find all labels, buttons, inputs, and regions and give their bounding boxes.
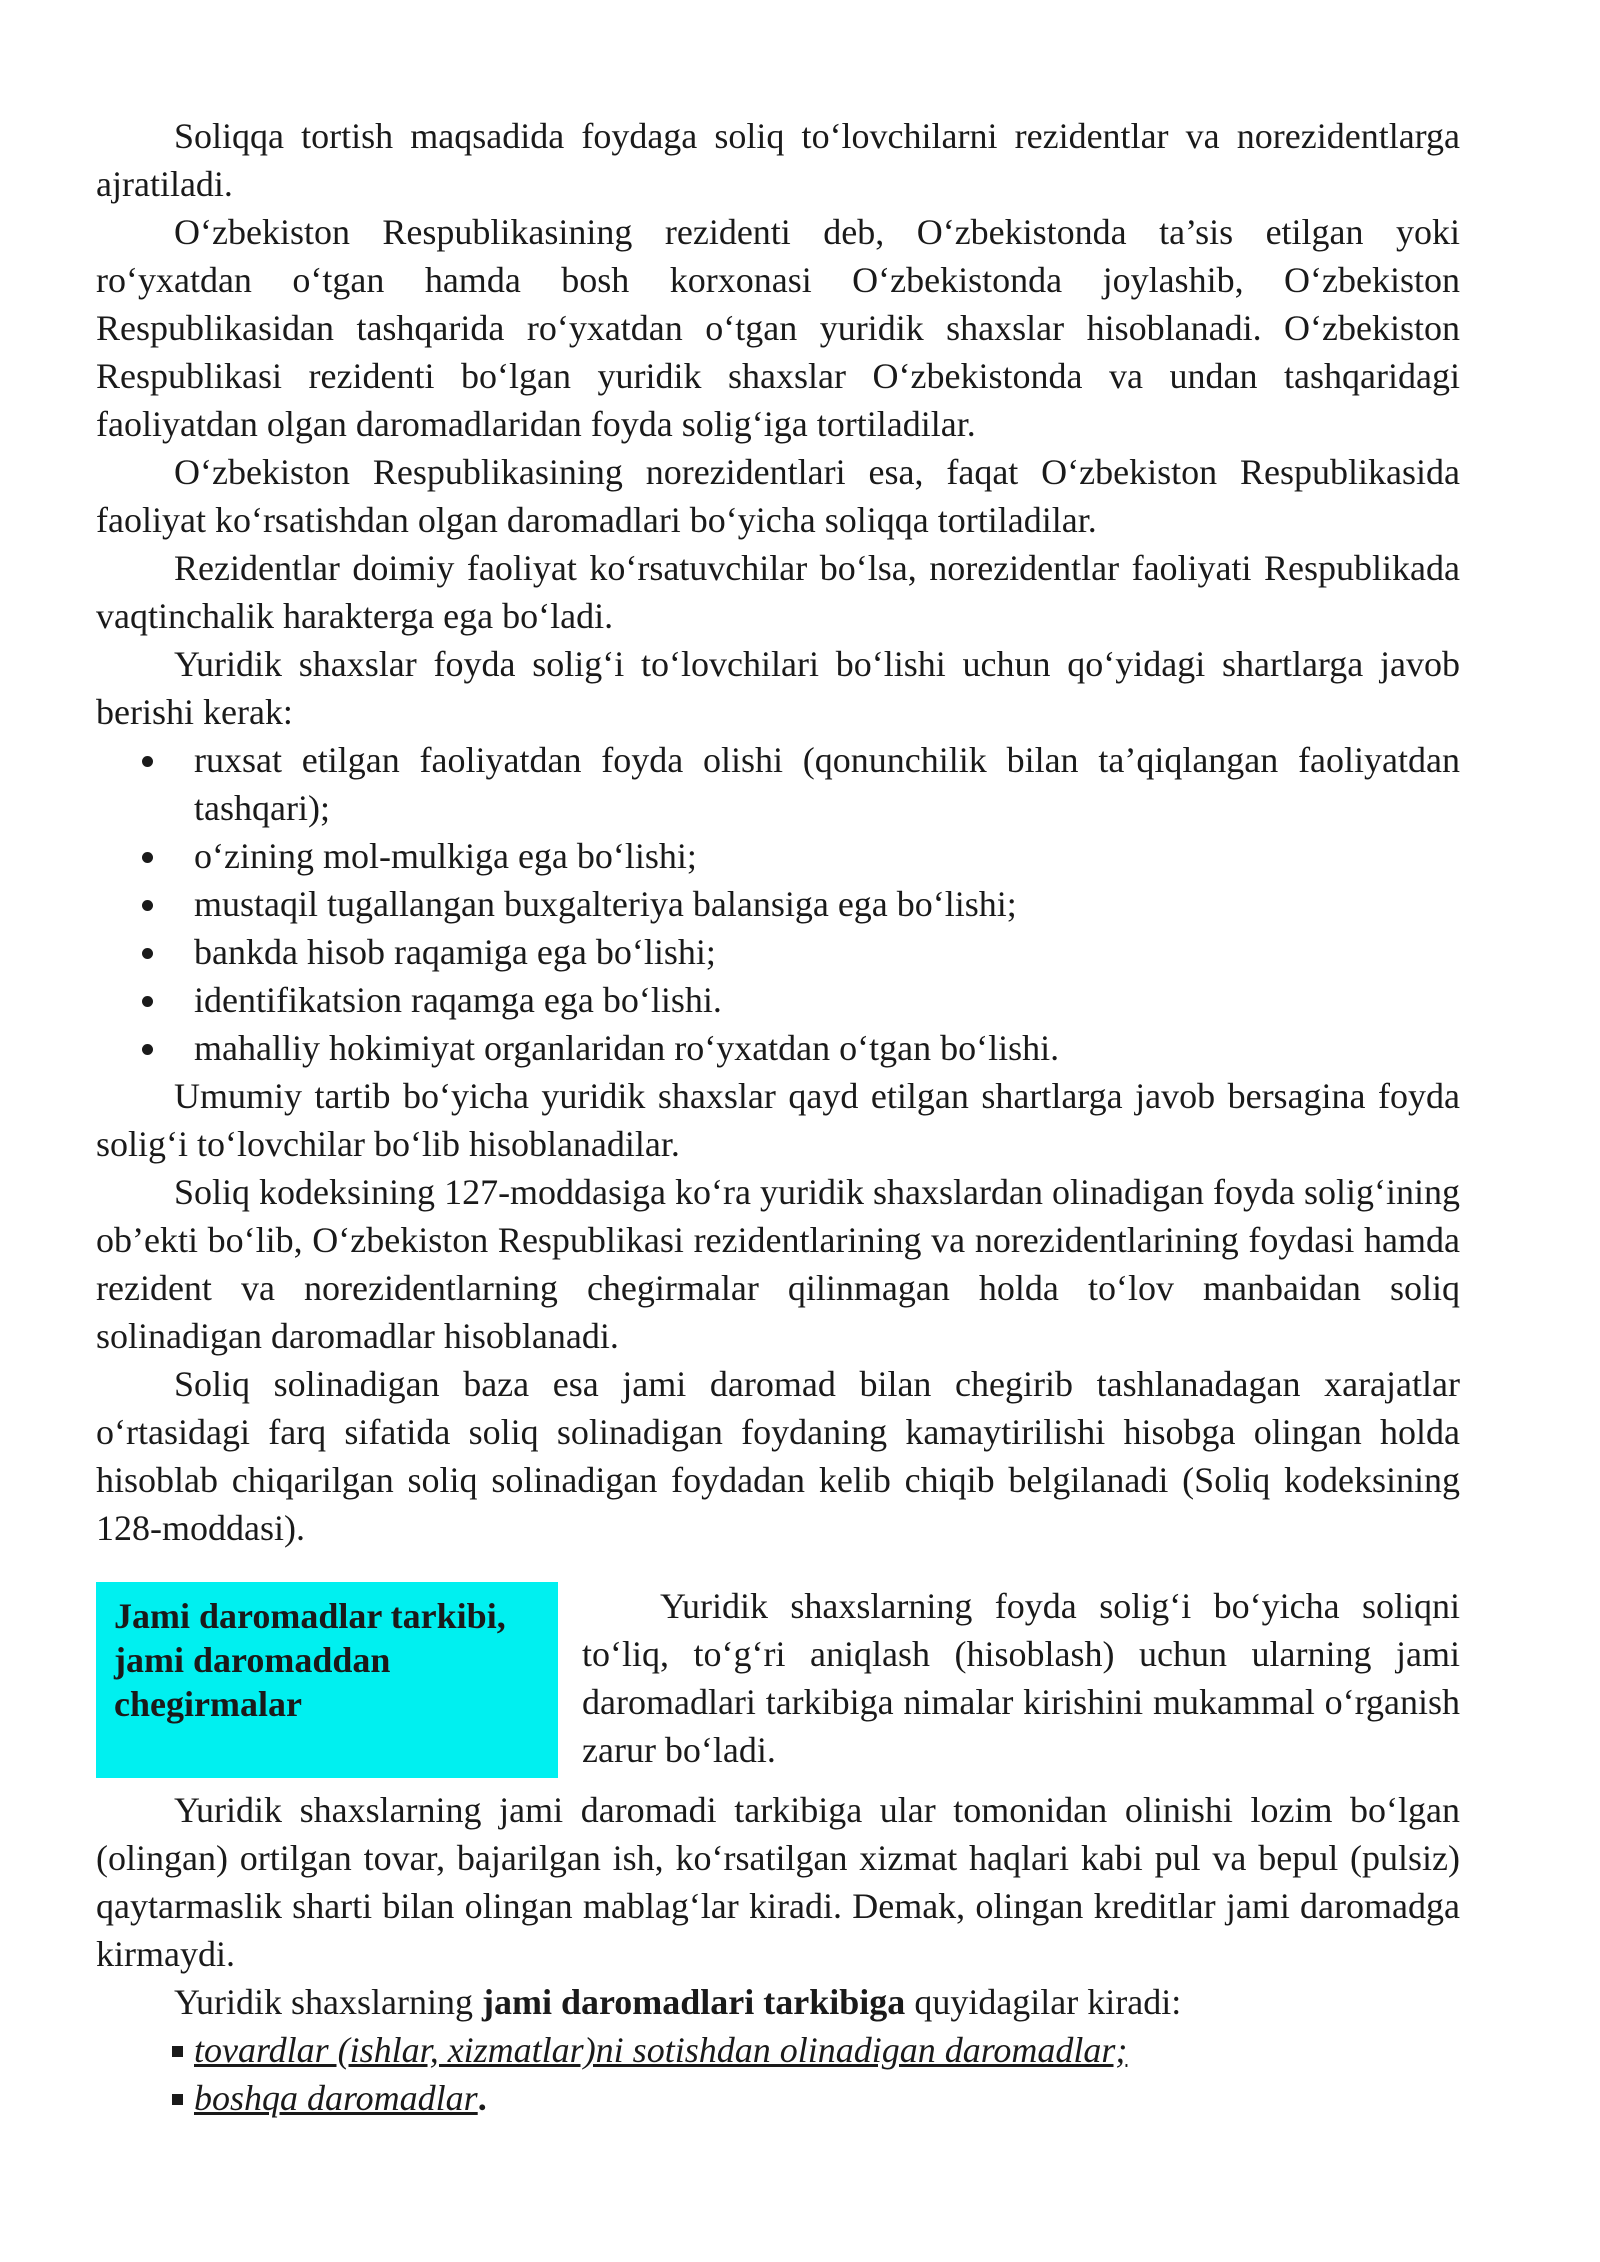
bullet-icon: [142, 1044, 153, 1055]
square-bullet-icon: [172, 2094, 183, 2105]
list-item: [96, 976, 1460, 1024]
list-item: [96, 928, 1460, 976]
list-item-text: identifikatsion raqamga ega bo‘lishi.: [194, 980, 722, 1020]
paragraph: O‘zbekiston Respublikasining norezidentlari esa, faqat O‘zbekiston Respublikasida faoliyat ko‘rsatishdan olgan daromadlari bo‘yicha soliqqa tortiladilar.: [96, 452, 1460, 540]
paragraph: Soliq kodeksining 127-moddasiga ko‘ra yuridik shaxslardan olinadigan foyda solig‘ining ob’ekti bo‘lib, O‘zbekiston Respublikasi rezidentlarining va norezidentlarining foydasi hamda rezident va norezidentlarning chegirmalar qilinmagan holda to‘lov manbaidan soliq solinadigan daromadlar hisoblanadi.: [96, 1172, 1460, 1356]
paragraph: Soliq solinadigan baza esa jami daromad bilan chegirib tashlanadagan xarajatlar o‘rtasidagi farq sifatida soliq solinadigan foydaning kamaytirilishi hisobga olingan holda hisoblab chiqarilgan soliq solinadigan foydadan kelib chiqib belgilanadi (Soliq kodeksining 128-moddasi).: [96, 1364, 1460, 1548]
list-item: [96, 1024, 1460, 1072]
paragraph: Yuridik shaxslar foyda solig‘i to‘lovchilari bo‘lishi uchun qo‘yidagi shartlarga javob berishi kerak:: [96, 644, 1460, 732]
composition-list: [96, 2026, 1460, 2122]
composition-lead-text: Yuridik shaxslarning: [174, 1982, 482, 2022]
list-item-text: mustaqil tugallangan buxgalteriya balansiga ega bo‘lishi;: [194, 884, 1017, 924]
list-item-text: mahalliy hokimiyat organlaridan ro‘yxatdan o‘tgan bo‘lishi.: [194, 1028, 1060, 1068]
paragraph: O‘zbekiston Respublikasining rezidenti deb, O‘zbekistonda ta’sis etilgan yoki ro‘yxatdan o‘tgan hamda bosh korxonasi O‘zbekistonda joylashib, O‘zbekiston Respublikasidan tashqarida ro‘yxatdan o‘tgan yuridik shaxslar hisoblanadi. O‘zbekiston Respublikasi rezidenti bo‘lgan yuridik shaxslar O‘zbekistonda va undan tashqaridagi faoliyatdan olgan daromadlaridan foyda solig‘iga tortiladilar.: [96, 212, 1460, 444]
section-heading: Jami daromadlar tarkibi, jami daromaddan chegirmalar: [114, 1596, 506, 1724]
list-item: [96, 832, 1460, 880]
list-item: [96, 2074, 1460, 2122]
paragraph: Soliqqa tortish maqsadida foydaga soliq to‘lovchilarni rezidentlar va norezidentlarga ajratiladi.: [96, 116, 1460, 204]
bullet-icon: [142, 756, 153, 767]
list-item: [96, 736, 1460, 832]
list-item-text: tovardlar (ishlar, xizmatlar)ni sotishdan olinadigan daromadlar;: [194, 2030, 1128, 2070]
bullet-icon: [142, 852, 153, 863]
composition-lead: [96, 1978, 1460, 2026]
bullet-icon: [142, 996, 153, 1007]
list-item-text: boshqa daromadlar: [194, 2078, 478, 2118]
conditions-list: [96, 736, 1460, 1072]
square-bullet-icon: [172, 2046, 183, 2057]
section-heading-box: [96, 1582, 558, 1778]
list-item-end: .: [477, 2078, 487, 2118]
bullet-icon: [142, 948, 153, 959]
composition-lead-tail: quyidagilar kiradi:: [905, 1982, 1182, 2022]
paragraph: Rezidentlar doimiy faoliyat ko‘rsatuvchilar bo‘lsa, norezidentlar faoliyati Respublikada vaqtinchalik harakterga ega bo‘ladi.: [96, 548, 1460, 636]
section-income-composition: [96, 1582, 1460, 1786]
paragraph: Umumiy tartib bo‘yicha yuridik shaxslar qayd etilgan shartlarga javob bersagina foyda solig‘i to‘lovchilar bo‘lib hisoblanadilar.: [96, 1076, 1460, 1164]
composition-lead-bold: jami daromadlari tarkibiga: [481, 1982, 906, 2022]
list-item: [96, 2026, 1460, 2074]
list-item: [96, 880, 1460, 928]
bullet-icon: [142, 900, 153, 911]
section-intro: Yuridik shaxslarning foyda solig‘i bo‘yicha soliqni to‘liq, to‘g‘ri aniqlash (hisoblash) uchun ularning jami daromadlari tarkibiga nimalar kirishini mukammal o‘rganish zarur bo‘ladi.: [582, 1586, 1460, 1770]
paragraph: Yuridik shaxslarning jami daromadi tarkibiga ular tomonidan olinishi lozim bo‘lgan (olingan) ortilgan tovar, bajarilgan ish, ko‘rsatilgan xizmat haqlari kabi pul va bepul (pulsiz) qaytarmaslik sharti bilan olingan mablag‘lar kiradi. Demak, olingan kreditlar jami daromadga kirmaydi.: [96, 1790, 1460, 1974]
list-item-text: ruxsat etilgan faoliyatdan foyda olishi (qonunchilik bilan ta’qiqlangan faoliyatdan tashqari);: [194, 740, 1460, 828]
list-item-text: bankda hisob raqamiga ega bo‘lishi;: [194, 932, 716, 972]
list-item-text: o‘zining mol-mulkiga ega bo‘lishi;: [194, 836, 697, 876]
